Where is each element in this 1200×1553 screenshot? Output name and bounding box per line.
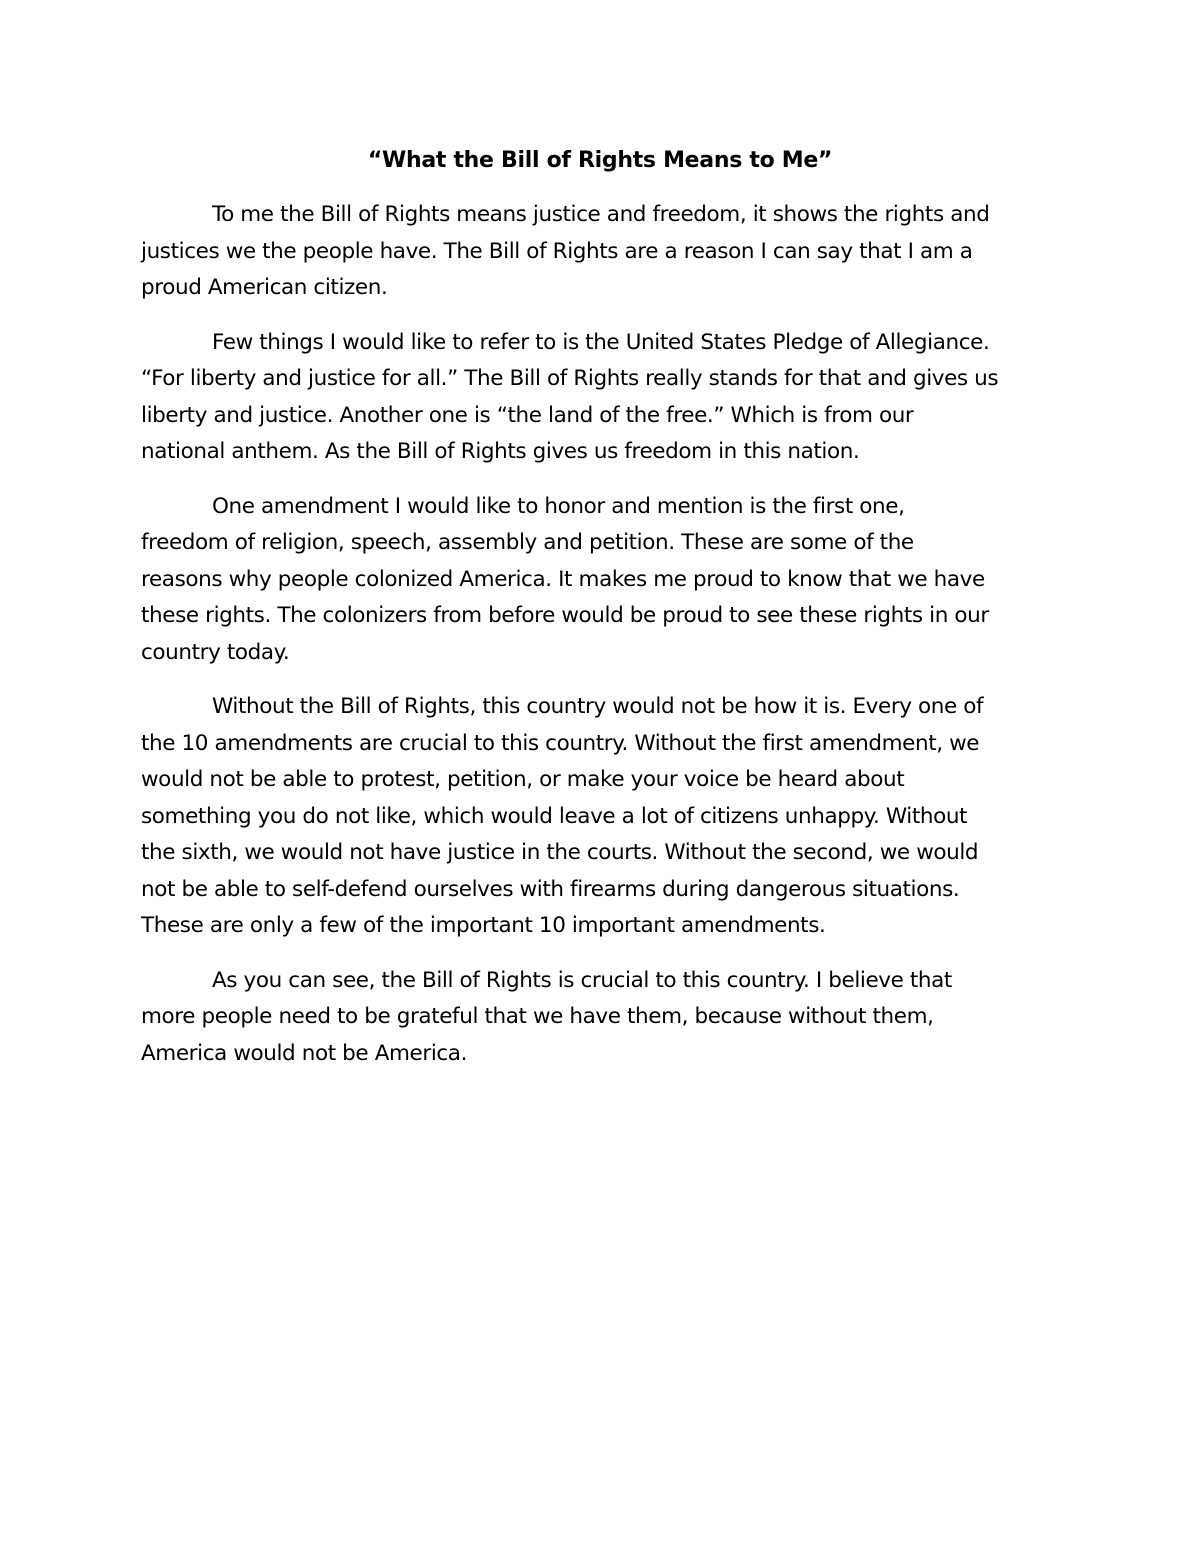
essay-paragraph: Few things I would like to refer to is the United States Pledge of Allegiance. “For liberty and justice for all.” The Bill of Rights really stands for that and gives us liberty and justice. Another one is “the land of the free.” Which is from our national anthem. As the Bill of Rights gives us freedom in this nation. [141,329,999,464]
essay-paragraph: To me the Bill of Rights means justice and freedom, it shows the rights and justices we the people have. The Bill of Rights are a reason I can say that I am a proud American citizen. [141,202,990,300]
essay-body [141,143,1059,1090]
essay-paragraph: As you can see, the Bill of Rights is crucial to this country. I believe that more people need to be grateful that we have them, because without them, America would not be America. [141,967,952,1066]
essay-paragraph: One amendment I would like to honor and mention is the first one, freedom of religion, speech, assembly and petition. These are some of the reasons why people colonized America. It makes me proud to know that we have these rights. The colonizers from before would be proud to see these rights in our country today. [141,493,989,665]
essay-paragraph: Without the Bill of Rights, this country would not be how it is. Every one of the 10 amendments are crucial to this country. Without the first amendment, we would not be able to protest, petition, or make your voice be heard about something you do not like, which would leave a lot of citizens unhappy. Without the sixth, we would not have justice in the courts. Without the second, we would not be able to self-defend ourselves with firearms during dangerous situations. These are only a few of the important 10 important amendments. [141,694,984,938]
essay-title: “What the Bill of Rights Means to Me” [367,148,833,173]
